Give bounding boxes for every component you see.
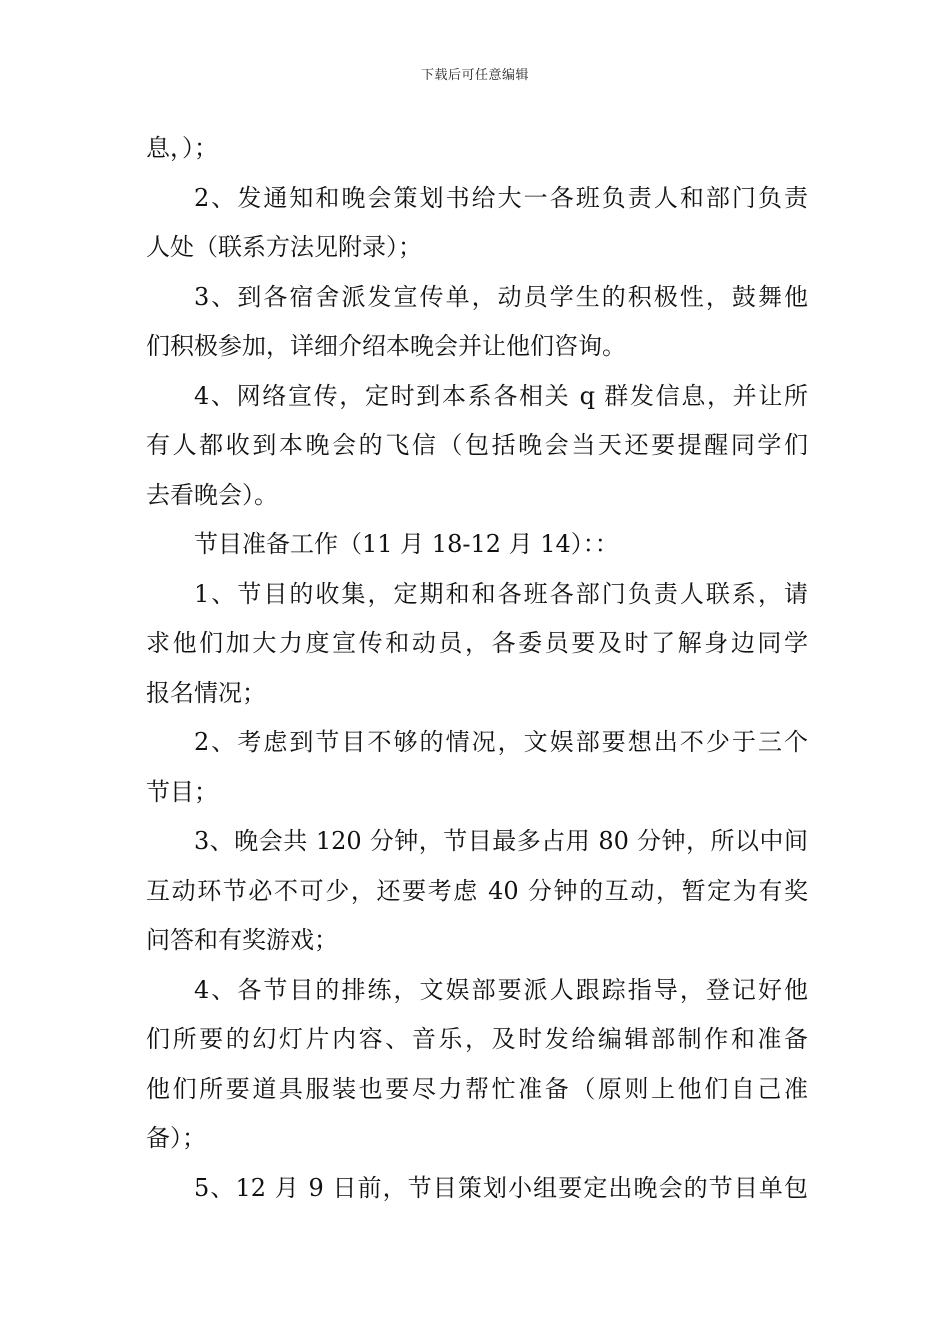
text-line: 问答和有奖游戏； (146, 926, 338, 954)
page-header: 下载后可任意编辑 (420, 68, 529, 83)
text-line: 他们所要道具服装也要尽力帮忙准备（原则上他们自己准 (146, 1074, 808, 1103)
text-line: 5、12 月 9 日前，节目策划小组要定出晚会的节目单包 (194, 1173, 808, 1202)
text-line: 3、到各宿舍派发宣传单，动员学生的积极性，鼓舞他 (194, 282, 808, 311)
text-line: 2、考虑到节目不够的情况，文娱部要想出不少于三个 (194, 728, 808, 756)
text-line: 人处（联系方法见附录）； (146, 233, 422, 261)
text-line: 节目准备工作（11 月 18-12 月 14）：： (194, 530, 619, 558)
text-line: 备）； (146, 1124, 206, 1152)
text-line: 4、网络宣传，定时到本系各相关 q 群发信息，并让所 (194, 381, 808, 410)
text-line: 1、节目的收集，定期和和各班各部门负责人联系，请 (194, 579, 808, 608)
text-line: 们所要的幻灯片内容、音乐，及时发给编辑部制作和准备 (146, 1025, 808, 1053)
text-line: 3、晚会共 120 分钟，节目最多占用 80 分钟，所以中间 (194, 827, 808, 855)
text-line: 节目； (146, 777, 218, 806)
text-line: 报名情况； (146, 678, 266, 707)
text-line: 去看晚会）。 (146, 480, 278, 509)
text-line: 息，）； (146, 134, 218, 162)
text-line: 有人都收到本晚会的飞信（包括晚会当天还要提醒同学们 (146, 431, 808, 459)
text-line: 2、发通知和晚会策划书给大一各班负责人和部门负责 (194, 183, 808, 212)
text-line: 互动环节必不可少，还要考虑 40 分钟的互动，暂定为有奖 (146, 876, 808, 905)
document-body (146, 124, 808, 1213)
text-line: 求他们加大力度宣传和动员，各委员要及时了解身边同学 (146, 629, 808, 657)
text-line: 们积极参加，详细介绍本晚会并让他们咨询。 (146, 332, 626, 360)
text-line: 4、各节目的排练，文娱部要派人跟踪指导，登记好他 (194, 975, 808, 1004)
